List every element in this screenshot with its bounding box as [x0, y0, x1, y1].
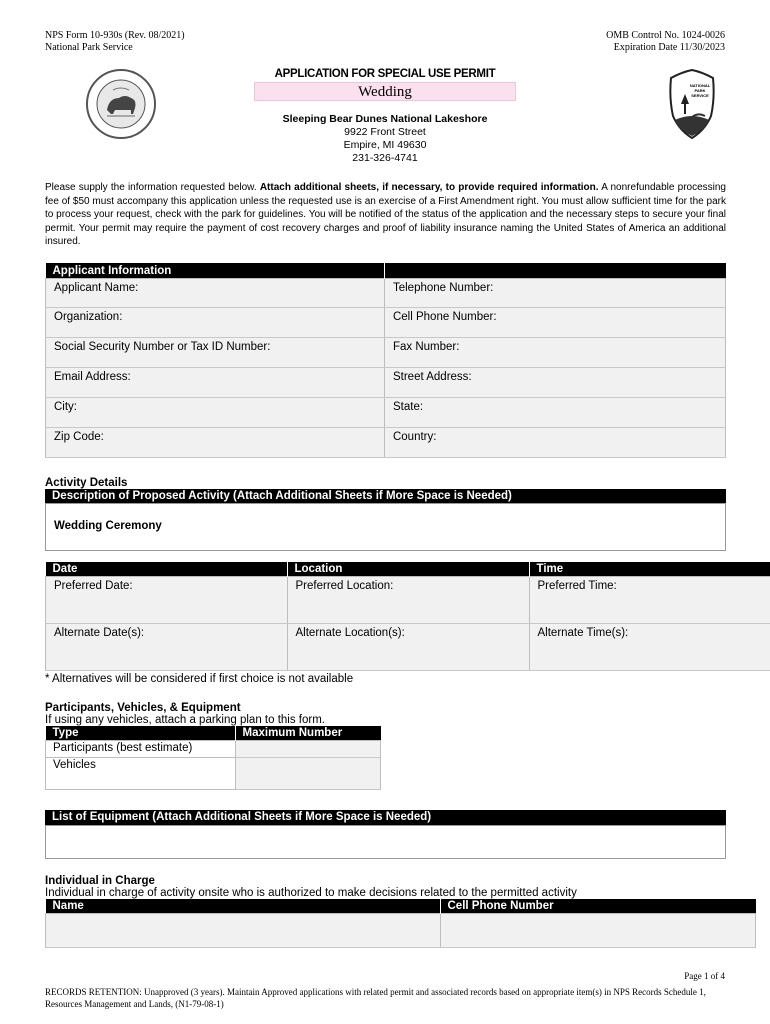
form-id: NPS Form 10-930s (Rev. 08/2021) — [45, 30, 185, 41]
participants-section — [45, 702, 726, 790]
park-address — [0, 113, 770, 165]
intro-part-3: A nonrefundable processing fee of $50 must accompany this application unless the requested use is an exercise of a First Amendment right. You must allow sufficient time for the park to process your request, check with the park for guidelines. You will be notified of the status of the application and the necessary steps to secure your final permit. Your permit may require the payment of cost recovery charges and proof of liability insurance naming the United States of America an additional insured. — [45, 182, 726, 247]
participants-count-field[interactable] — [235, 741, 381, 758]
applicant-field-state[interactable]: State: — [384, 398, 725, 428]
col-cell-phone: Cell Phone Number — [440, 899, 756, 914]
participants-heading: Participants, Vehicles, & Equipment — [45, 702, 241, 714]
col-max-number: Maximum Number — [235, 726, 381, 741]
applicant-field-applicant-name[interactable]: Applicant Name: — [46, 279, 385, 308]
individual-phone-field[interactable] — [440, 914, 756, 948]
omb-number: OMB Control No. 1024-0026 — [606, 30, 725, 41]
agency-name: National Park Service — [45, 42, 133, 53]
col-date: Date — [46, 562, 288, 577]
individual-name-field[interactable] — [46, 914, 441, 948]
applicant-field-fax-number[interactable]: Fax Number: — [384, 338, 725, 368]
col-name: Name — [46, 899, 441, 914]
svg-text:SERVICE: SERVICE — [691, 93, 709, 98]
intro-part-1: Please supply the information requested below. — [45, 182, 257, 193]
applicant-row — [46, 428, 726, 458]
col-type: Type — [46, 726, 236, 741]
description-field[interactable]: Wedding Ceremony — [45, 503, 726, 551]
applicant-row — [46, 338, 726, 368]
applicant-table — [45, 263, 726, 458]
vehicles-count-field[interactable] — [235, 758, 381, 790]
form-title: APPLICATION FOR SPECIAL USE PERMIT — [274, 68, 496, 80]
equipment-section — [45, 810, 726, 859]
applicant-section — [45, 263, 726, 458]
park-phone: 231-326-4741 — [352, 152, 418, 164]
equipment-header: List of Equipment (Attach Additional Sheets if More Space is Needed) — [45, 810, 726, 825]
equipment-field[interactable] — [45, 825, 726, 859]
svg-text:PARK: PARK — [694, 88, 706, 93]
alternatives-note: * Alternatives will be considered if first choice is not available — [45, 673, 354, 685]
participants-row-label: Participants (best estimate) — [46, 741, 236, 758]
col-location: Location — [287, 562, 529, 577]
preferred-date-field[interactable]: Preferred Date: — [46, 577, 288, 624]
park-city: Empire, MI 49630 — [343, 139, 427, 151]
applicant-row — [46, 368, 726, 398]
permit-type-field[interactable]: Wedding — [254, 82, 516, 101]
expiration-date: Expiration Date 11/30/2023 — [613, 42, 725, 53]
applicant-field-street-address[interactable]: Street Address: — [384, 368, 725, 398]
svg-text:NATIONAL: NATIONAL — [689, 83, 711, 88]
form-header-right — [606, 30, 725, 54]
applicant-field-social-security-number-or-tax-id-number[interactable]: Social Security Number or Tax ID Number: — [46, 338, 385, 368]
applicant-heading: Applicant Information — [46, 263, 385, 279]
activity-heading: Activity Details — [45, 477, 128, 489]
schedule-section — [45, 562, 726, 685]
applicant-field-organization[interactable]: Organization: — [46, 308, 385, 338]
applicant-field-city[interactable]: City: — [46, 398, 385, 428]
intro-part-2: Attach additional sheets, if necessary, to provide required information. — [259, 182, 599, 193]
alternate-location-field[interactable]: Alternate Location(s): — [287, 624, 529, 671]
participants-subtext: If using any vehicles, attach a parking plan to this form. — [45, 714, 325, 726]
preferred-location-field[interactable]: Preferred Location: — [287, 577, 529, 624]
applicant-field-zip-code[interactable]: Zip Code: — [46, 428, 385, 458]
individual-section — [45, 875, 726, 948]
individual-table — [45, 899, 756, 948]
page-number: Page 1 of 4 — [684, 971, 725, 981]
applicant-row — [46, 398, 726, 428]
preferred-time-field[interactable]: Preferred Time: — [529, 577, 770, 624]
alternate-time-field[interactable]: Alternate Time(s): — [529, 624, 770, 671]
applicant-fields — [46, 279, 726, 458]
individual-subtext: Individual in charge of activity onsite who is authorized to make decisions related to the permitted activity — [45, 887, 577, 899]
schedule-table — [45, 562, 770, 671]
park-name: Sleeping Bear Dunes National Lakeshore — [282, 113, 488, 125]
park-street: 9922 Front Street — [344, 126, 426, 138]
description-header: Description of Proposed Activity (Attach Additional Sheets if More Space is Needed) — [45, 489, 726, 503]
records-retention: RECORDS RETENTION: Unapproved (3 years). Maintain Approved applications with related permit and associated records based on appropriate item(s) in NPS Records Schedule 1, Resources Management and Lands, (N1-79-08-1) — [45, 987, 706, 1009]
intro-paragraph — [45, 181, 726, 249]
individual-heading: Individual in Charge — [45, 875, 155, 887]
alternate-date-field[interactable]: Alternate Date(s): — [46, 624, 288, 671]
applicant-field-cell-phone-number[interactable]: Cell Phone Number: — [384, 308, 725, 338]
applicant-row — [46, 308, 726, 338]
form-header-left — [45, 30, 185, 54]
activity-section — [45, 477, 726, 551]
applicant-field-telephone-number[interactable]: Telephone Number: — [384, 279, 725, 308]
applicant-field-country[interactable]: Country: — [384, 428, 725, 458]
vehicles-row-label: Vehicles — [46, 758, 236, 790]
applicant-row — [46, 279, 726, 308]
col-time: Time — [529, 562, 770, 577]
applicant-field-email-address[interactable]: Email Address: — [46, 368, 385, 398]
participants-table — [45, 726, 381, 790]
